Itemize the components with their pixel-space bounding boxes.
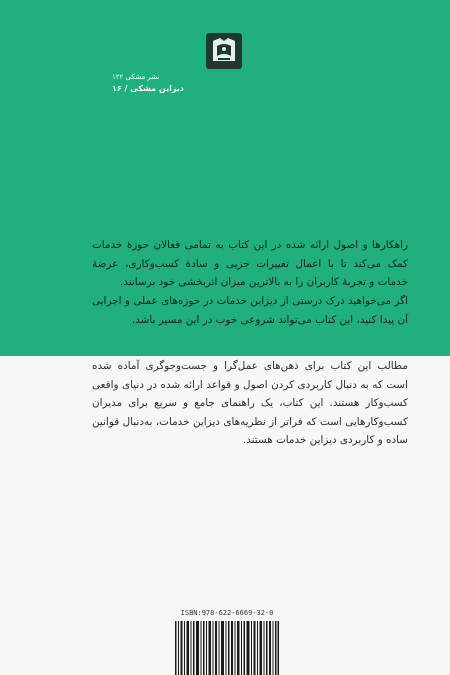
barcode-icon xyxy=(175,621,279,675)
paragraph: اگر می‌خواهید درک درستی از دیزاین خدمات در حوزه‌های عملی و اجرایی آن پیدا کنید، این کتاب می‌تواند شروعی خوب در این مسیر باشد. xyxy=(92,295,408,326)
series-label xyxy=(112,72,232,95)
publisher-label: نشر مشکی ۱۲۲ xyxy=(112,73,160,81)
book-logo-icon xyxy=(205,32,243,70)
series-title: دیزاین مشکی / ۱۶ xyxy=(112,84,184,93)
paragraph: مطالب این کتاب برای ذهن‌های عمل‌گرا و جست‌وجوگری آماده شده است که به دنبال کاربردی کردن اصول و قواعد ارائه شده در دنیای واقعی کسب‌وکار هستند. این کتاب، یک راهنمای جامع و سریع برای مدیران کسب‌وکارهایی است که فراتر از نظریه‌های دیزاین خدمات، به‌دنبال قوانین ساده و کاربردی دیزاین خدمات هستند. xyxy=(92,360,408,447)
isbn-label: ISBN:978-622-6669-32-0 xyxy=(180,609,274,617)
white-text-block xyxy=(92,357,408,450)
green-text-block xyxy=(92,236,408,330)
paragraph: راهکارها و اصول ارائه شده در این کتاب به تمامی فعالان حوزهٔ خدمات کمک می‌کند تا با اعمال تغییرات جزیی و سادهٔ کسب‌وکاری، عرضهٔ خدمات و تجربهٔ کاربران را به بالاترین میزان اثربخشی خود برسانند. xyxy=(92,239,408,289)
